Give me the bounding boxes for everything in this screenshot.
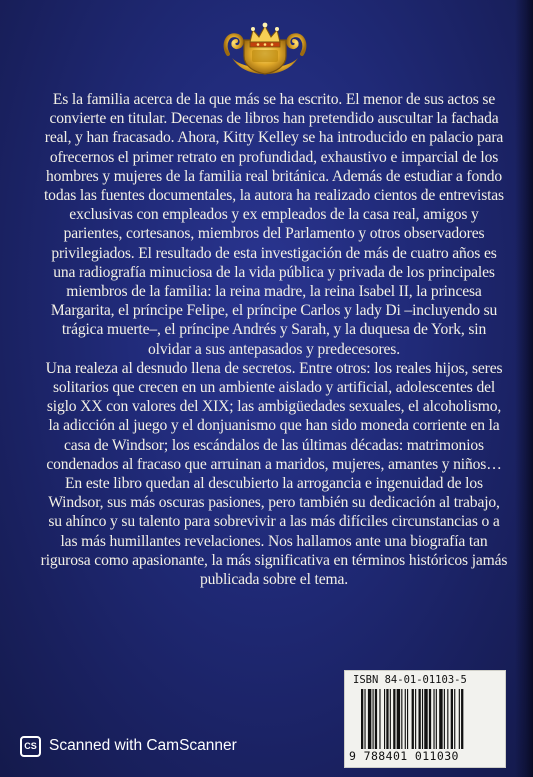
blurb-paragraph: En este libro quedan al descubierto la arrogancia e ingenuidad de los Windsor, sus más oscuras pasiones, pero también su dedicación al trabajo, su ahínco y su talento para sobrevivir a las más difíciles circunstancias o a las más humillantes revelaciones. Nos hallamos ante una biografía tan rigurosa como apasionante, la más significativa en términos históricos jamás publicada sobre el tema. [40, 475, 508, 589]
barcode-icon [359, 689, 499, 749]
ean-number: 9 788401 011030 [349, 749, 459, 763]
camscanner-icon: CS [20, 736, 41, 757]
spine-shadow [515, 0, 533, 777]
back-cover-blurb [40, 90, 508, 589]
watermark-text: Scanned with CamScanner [49, 737, 237, 754]
royal-crown-crest-icon [222, 14, 308, 80]
blurb-paragraph: Una realeza al desnudo llena de secretos. Entre otros: los reales hijos, seres solitarios que crecen en un ambiente aislado y artificial, adolescentes del siglo XX con valores del XIX; las ambigüedades sexuales, el alcoholismo, la adicción al juego y el donjuanismo que han sido moneda corriente en la casa de Windsor; los escándalos de las últimas décadas: matrimonios condenados al fracaso que arruinan a maridos, mujeres, amantes y niños… [45, 359, 503, 473]
blurb-paragraph: Es la familia acerca de la que más se ha escrito. El menor de sus actos se convierte en titular. Decenas de libros han pretendido auscultar la fachada real, y han fracasado. Ahora, Kitty Kelley se ha introducido en palacio para ofrecernos el primer retrato en profundidad, exhaustivo e imparcial de los hombres y mujeres de la familia real británica. Además de estudiar a fondo todas las fuentes documentales, la autora ha realizado cientos de entrevistas exclusivas con empleados y ex empleados de la casa real, amigos y parientes, cortesanos, miembros del Parlamento y otros observadores privilegiados. El resultado de esta investigación de más de cuatro años es una radiografía minuciosa de la vida pública y privada de los principales miembros de la familia: la reina madre, la reina Isabel II, la princesa Margarita, el príncipe Felipe, el príncipe Carlos y lady Di –incluyendo su trágica muerte–, el príncipe Andrés y Sarah, y la duquesa de York, sin olvidar a sus antepasados y predecesores. [44, 91, 504, 358]
isbn-number: ISBN 84-01-01103-5 [353, 674, 467, 686]
camscanner-watermark [20, 735, 237, 757]
isbn-barcode-label [344, 670, 506, 768]
